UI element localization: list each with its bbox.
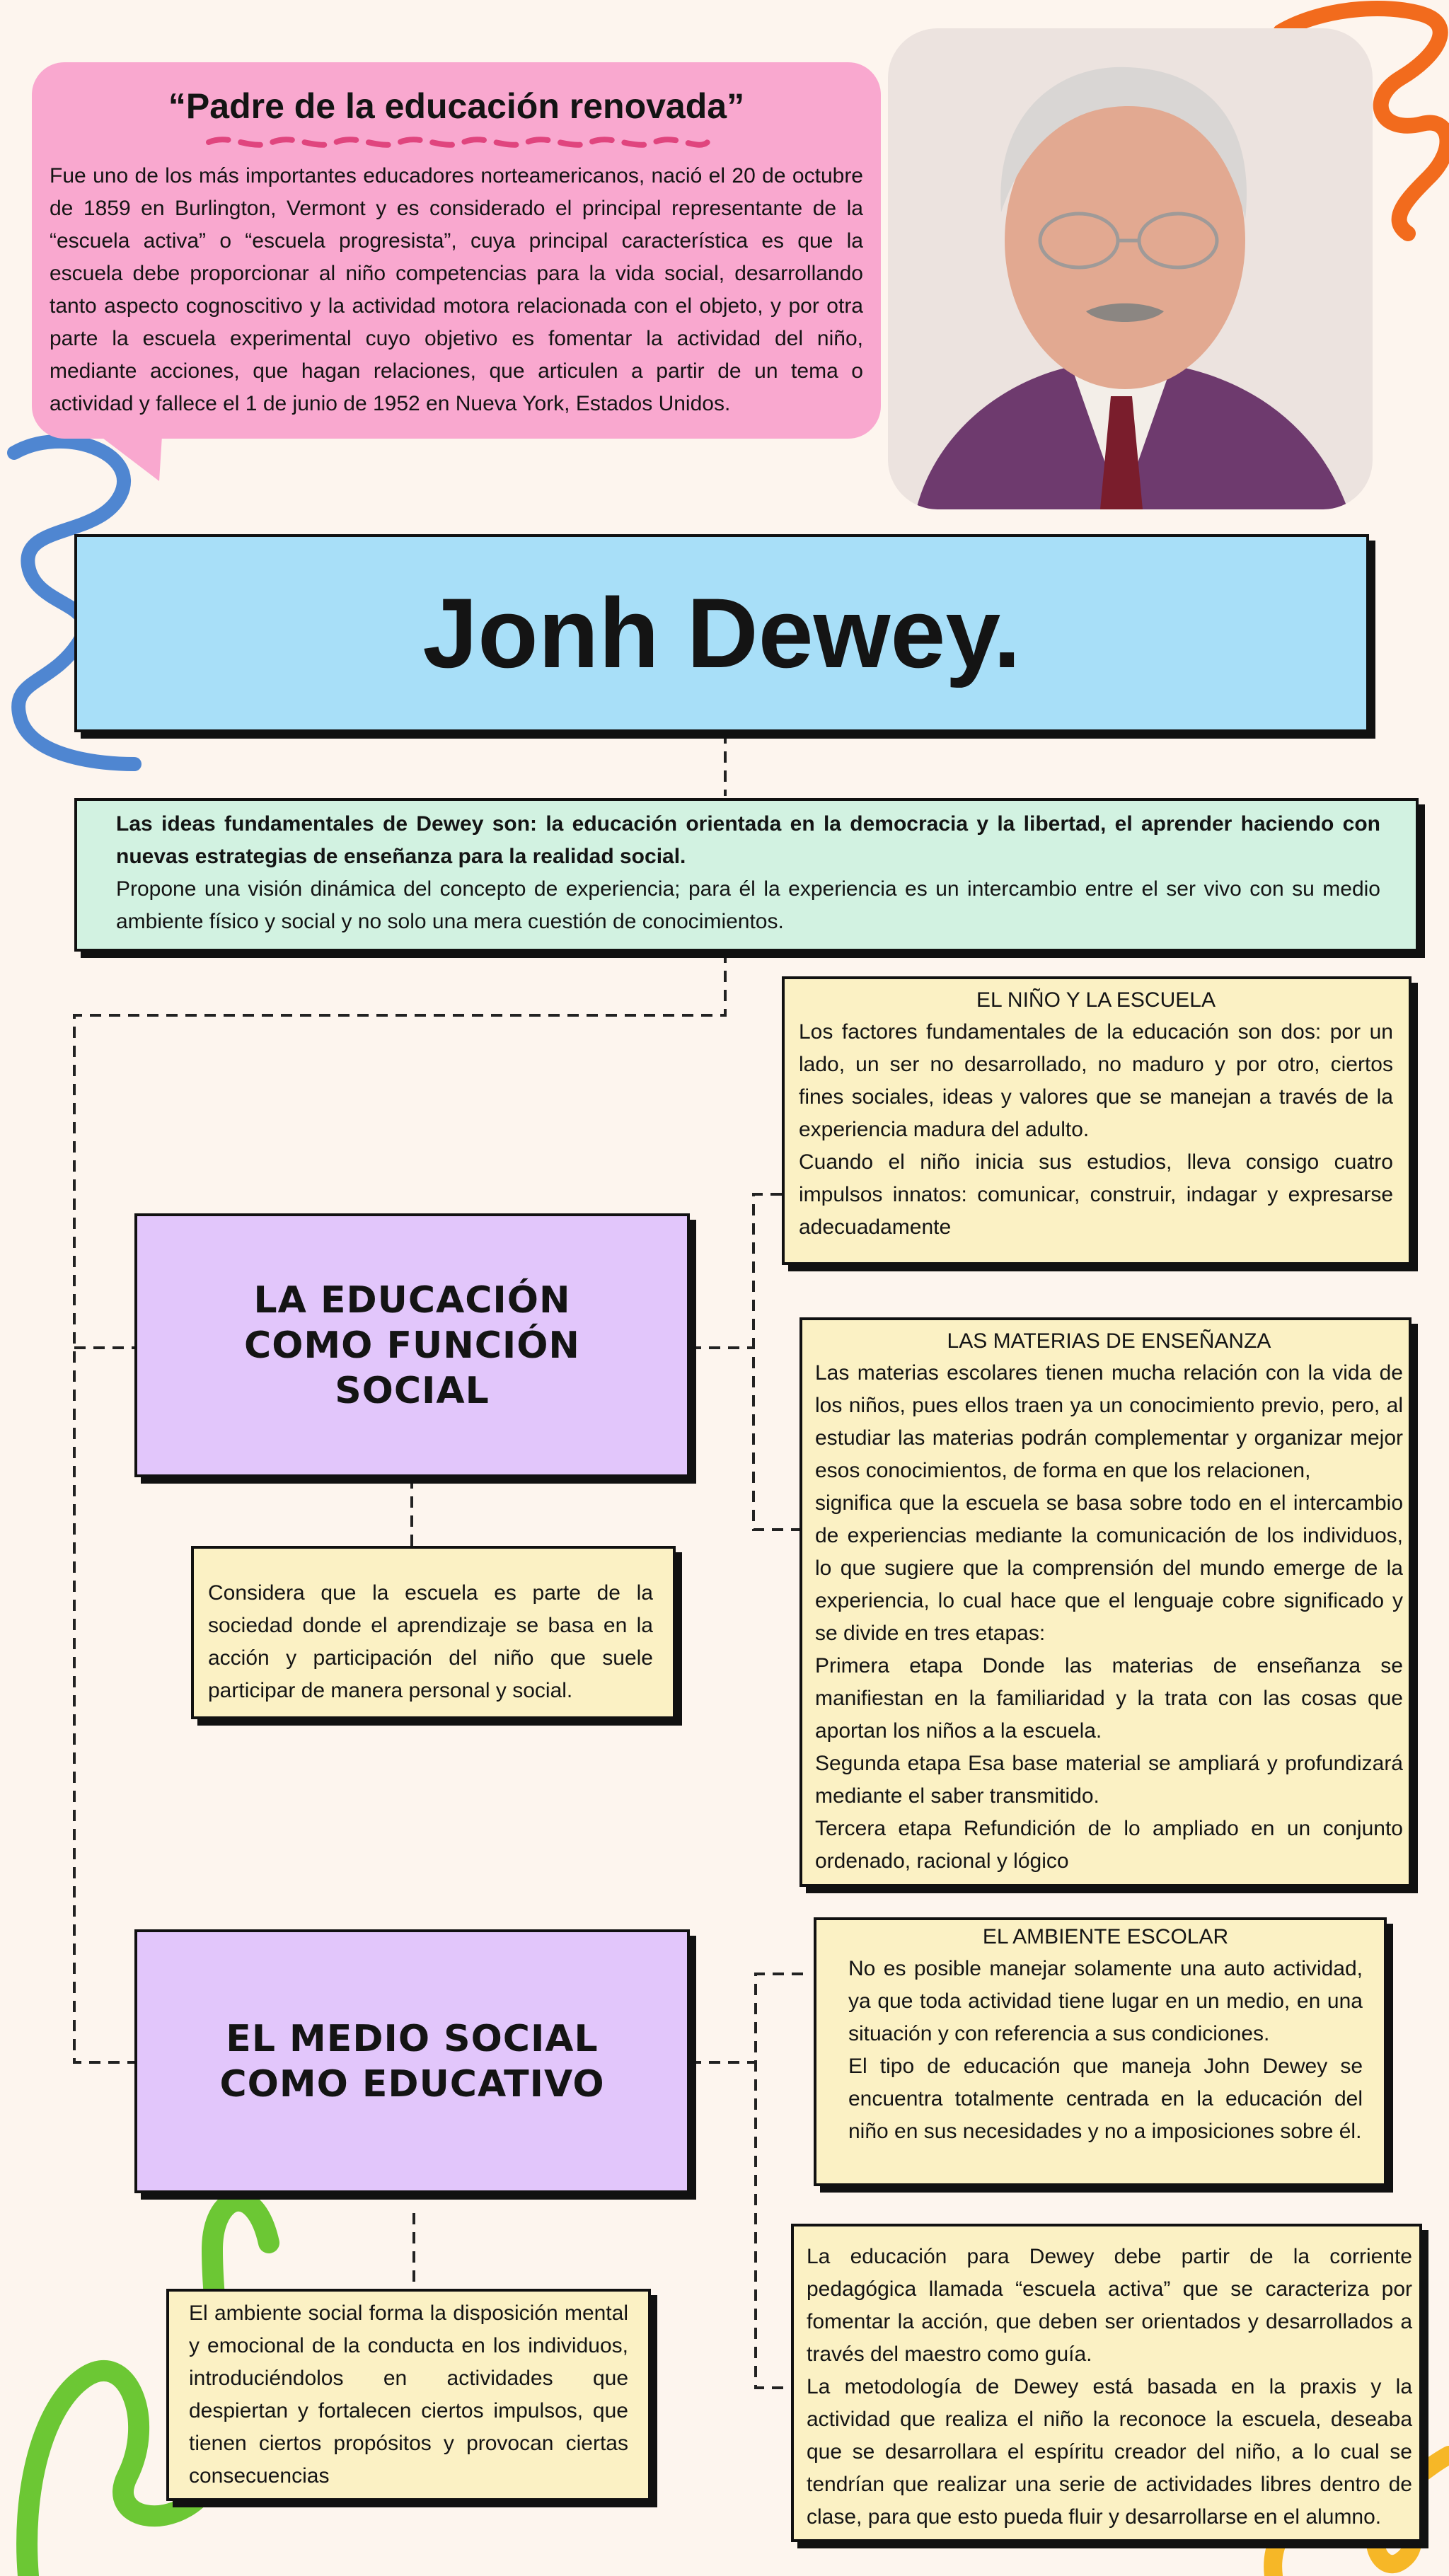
nino-escuela-header: EL NIÑO Y LA ESCUELA <box>976 988 1216 1012</box>
section-educacion-funcion-social <box>134 1213 690 1477</box>
page-title: Jonh Dewey. <box>422 577 1021 688</box>
funcion-social-desc-box <box>191 1546 676 1719</box>
nino-escuela-text-1: Los factores fundamentales de la educación son dos: por un lado, un ser no desarrollado, no maduro y por otro, ciertos fines sociales, ideas y valores que se manejan a través de la experiencia madura del adulto. <box>799 1020 1393 1141</box>
materias-text-3: Primera etapa Donde las materias de enseñanza se manifiestan en la familiaridad y la trata con las cosas que aportan los niños a la escuela. <box>815 1654 1403 1743</box>
medio-social-desc: El ambiente social forma la disposición mental y emocional de la conducta en los individuos, introduciéndolos en actividades que despiertan y fortalecen ciertos impulsos, que tienen ciertos propósitos y provocan ciertas consecuencias <box>189 2301 628 2488</box>
bubble-title: “Padre de la educación renovada” <box>168 86 745 126</box>
ambiente-text-2: El tipo de educación que maneja John Dewey se encuentra totalmente centrada en la educación del niño en sus necesidades y no a imposiciones sobre él. <box>848 2055 1363 2143</box>
ambiente-header: EL AMBIENTE ESCOLAR <box>982 1925 1229 1948</box>
ambiente-escolar-box <box>814 1917 1387 2186</box>
nino-escuela-box <box>782 976 1412 1265</box>
materias-text-5: Tercera etapa Refundición de lo ampliado en un conjunto ordenado, racional y lógico <box>815 1817 1403 1873</box>
intro-bold-text: Las ideas fundamentales de Dewey son: la educación orientada en la democracia y la libertad, el aprender haciendo con nuevas estrategias de enseñanza para la realidad social. <box>116 812 1380 868</box>
funcion-social-desc: Considera que la escuela es parte de la sociedad donde el aprendizaje se basa en la acción y participación del niño que suele participar de manera personal y social. <box>208 1581 653 1702</box>
medio-social-desc-box <box>166 2289 651 2501</box>
materias-ensenanza-box <box>799 1317 1412 1887</box>
speech-bubble <box>32 62 881 439</box>
escuela-activa-text-2: La metodología de Dewey está basada en la praxis y la actividad que realiza el niño la reconoce la escuela, deseaba que se desarrollara el espíritu creador del niño, a lo cual se tendrían que realizar una serie de actividades libres dentro de clase, para que esto pueda fluir y desarrollarse en el alumno. <box>807 2375 1412 2529</box>
materias-text-1: Las materias escolares tienen mucha relación con la vida de los niños, pues ellos traen ya un conocimiento previo, pero, al estudiar las materias podrán complementar y organizar mejor esos conocimientos, de forma en que los relacionen, <box>815 1361 1403 1482</box>
materias-header: LAS MATERIAS DE ENSEÑANZA <box>947 1329 1271 1353</box>
intro-box <box>74 798 1419 952</box>
escuela-activa-text-1: La educación para Dewey debe partir de la corriente pedagógica llamada “escuela activa” que se caracteriza por fomentar la acción, que deben ser orientados y desarrollados a través del maestro como guía. <box>807 2245 1412 2366</box>
materias-text-4: Segunda etapa Esa base material se ampliará y profundizará mediante el saber transmitido. <box>815 1752 1403 1808</box>
section-title: LA EDUCACIÓN COMO FUNCIÓN SOCIAL <box>244 1278 580 1412</box>
dewey-portrait <box>888 28 1373 509</box>
intro-text: Propone una visión dinámica del concepto de experiencia; para él la experiencia es un intercambio entre el ser vivo con su medio ambiente físico y social y no solo una mera cuestión de conocimientos. <box>116 877 1380 933</box>
section-medio-social-educativo <box>134 1929 690 2193</box>
title-box <box>74 534 1369 732</box>
escuela-activa-box <box>791 2224 1422 2542</box>
bubble-text: Fue uno de los más importantes educadores norteamericanos, nació el 20 de octubre de 1859 en Burlington, Vermont y es considerado el principal representante de la “escuela activa” o “escuela progresista”, cuya principal característica es que la escuela debe proporcionar al niño competencias para la vida social, desarrollando tanto aspecto cognoscitivo y la actividad motora relacionada con el objeto, y por otra parte la escuela experimental cuyo objetivo es fomentar la actividad del niño, mediante acciones, que hagan relaciones, que articulen a partir de un tema o actividad y fallece el 1 de junio de 1952 en Nueva York, Estados Unidos. <box>50 164 863 415</box>
bubble-title-underline <box>202 132 711 153</box>
section-title-2: EL MEDIO SOCIAL COMO EDUCATIVO <box>219 2017 605 2106</box>
nino-escuela-text-2: Cuando el niño inicia sus estudios, lleva consigo cuatro impulsos innatos: comunicar, construir, indagar y expresarse adecuadamente <box>799 1150 1393 1239</box>
materias-text-2: significa que la escuela se basa sobre todo en el intercambio de experiencias mediante la comunicación de los individuos, lo que sugiere que la comprensión del mundo emerge de la experiencia, lo cual hace que el lenguaje cobre significado y se divide en tres etapas: <box>815 1491 1403 1645</box>
ambiente-text-1: No es posible manejar solamente una auto actividad, ya que toda actividad tiene lugar en un medio, en una situación y con referencia a sus condiciones. <box>848 1957 1363 2045</box>
